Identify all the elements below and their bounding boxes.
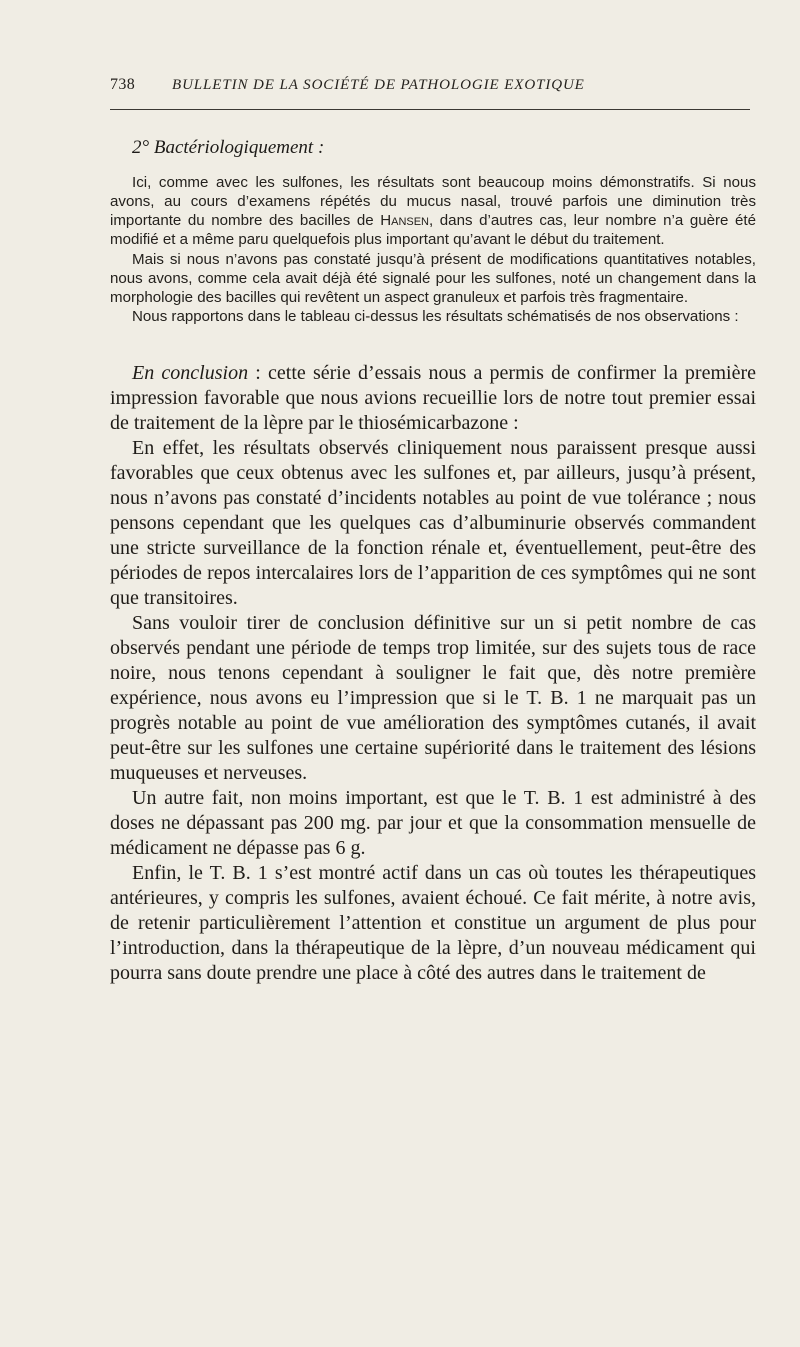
conclusion-text xyxy=(110,361,756,986)
small-paragraph-2: Mais si nous n’avons pas constaté jusqu’à présent de modifications quantitatives notables, nous avons, comme cela avait déjà été signalé pour les sulfones, noté un changement dans la morphologie des bacilles qui revêtent un aspect granuleux et parfois très fragmentaire. xyxy=(110,250,756,306)
bacteriology-text xyxy=(110,173,756,326)
header-rule xyxy=(110,109,750,110)
conclusion-paragraph-2: En effet, les résultats observés cliniquement nous paraissent presque aussi favorables que ceux obtenus avec les sulfones et, par ailleurs, jusqu’à présent, nous n’avons pas constaté d’incidents notables au point de vue tolérance ; nous pensons cependant que les quelques cas d’albuminurie observés commandent une stricte surveillance de la fonction rénale et, éventuellement, peut-être des périodes de repos intercalaires lors de l’apparition de ces symptômes qui ne sont que transitoires. xyxy=(110,437,756,610)
conclusion-paragraph-3: Sans vouloir tirer de conclusion définitive sur un si petit nombre de cas observés pendant une période de temps trop limitée, sur des sujets tous de race noire, nous tenons cependant à souligner le fait que, dès notre première expérience, nous avons eu l’impression que si le T. B. 1 ne marquait pas un progrès notable au point de vue amélioration des symptômes cutanés, il avait peut-être sur les sulfones une certaine supériorité dans le traitement des lésions muqueuses et nerveuses. xyxy=(110,612,756,785)
running-head xyxy=(110,76,756,96)
section-title: 2° Bactériologiquement : xyxy=(132,137,325,158)
hansen-name: Hansen xyxy=(380,212,430,230)
conclusion-label: En conclusion xyxy=(132,362,249,385)
small-paragraph-1-part-b: , dans d’autres cas, leur nombre n’a guère été modifié et a même paru quelquefois plus important qu’avant le début du traitement. xyxy=(110,212,756,249)
small-paragraph-1 xyxy=(110,173,756,250)
conclusion-paragraph-1-rest: : cette série d’essais nous a permis de confirmer la première impression favorable que nous avions recueillie lors de notre tout premier essai de traitement de la lèpre par le thiosémicarbazone : xyxy=(110,362,756,435)
journal-title: BULLETIN DE LA SOCIÉTÉ DE PATHOLOGIE EXOTIQUE xyxy=(172,77,585,93)
small-paragraph-1-part-a: Ici, comme avec les sulfones, les résultats sont beaucoup moins démonstratifs. Si nous avons, au cours d’examens répétés du mucus nasal, trouvé parfois une diminution très importante du nombre des bacilles de xyxy=(110,174,756,230)
conclusion-paragraph-4: Un autre fait, non moins important, est que le T. B. 1 est administré à des doses ne dépassant pas 200 mg. par jour et que la consommation mensuelle de médicament ne dépasse pas 6 g. xyxy=(110,787,756,860)
small-paragraph-3: Nous rapportons dans le tableau ci-dessus les résultats schématisés de nos observations : xyxy=(132,308,739,326)
conclusion-paragraph-5: Enfin, le T. B. 1 s’est montré actif dans un cas où toutes les thérapeutiques antérieures, y compris les sulfones, avaient échoué. Ce fait mérite, à notre avis, de retenir particulièrement l’attention et constitue un argument de plus pour l’introduction, dans la thérapeutique de la lèpre, d’un nouveau médicament qui pourra sans doute prendre une place à côté des autres dans le traitement de xyxy=(110,862,756,985)
page-number: 738 xyxy=(110,76,136,93)
conclusion-paragraph-1 xyxy=(110,361,756,436)
